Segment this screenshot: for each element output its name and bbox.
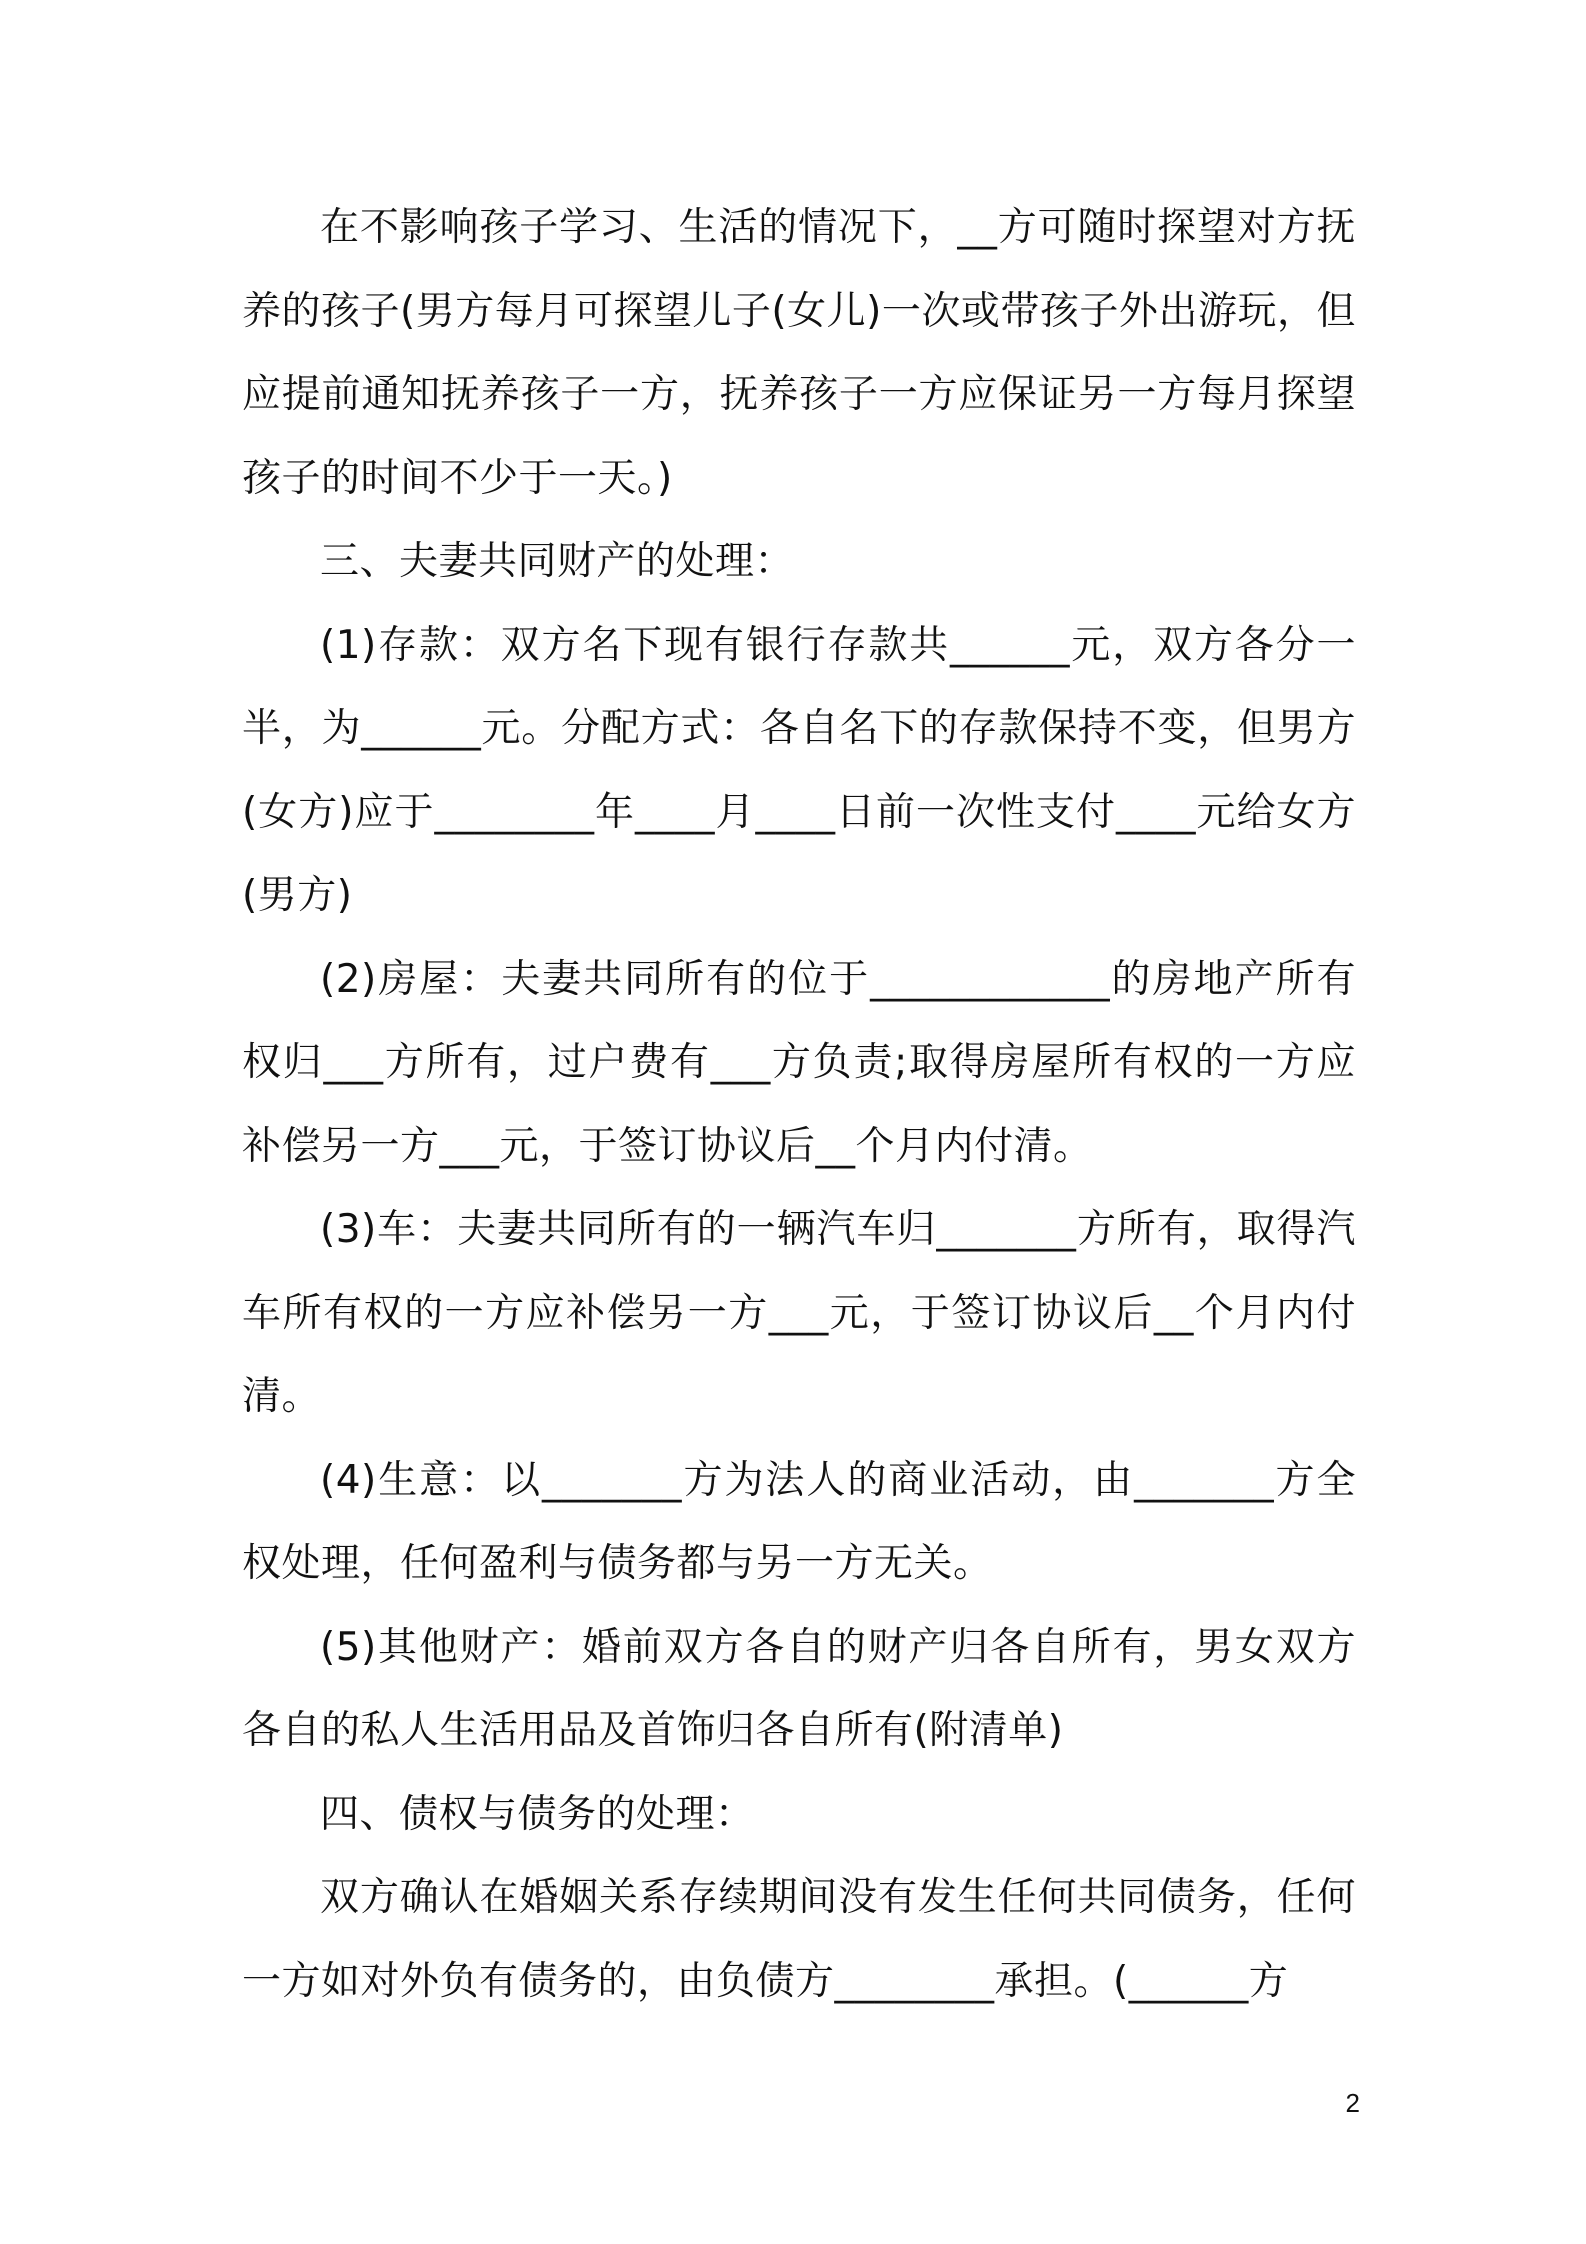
paragraph-savings: (1)存款：双方名下现有银行存款共______元，双方各分一半，为______元。分配方式：各自名下的存款保持不变，但男方(女方)应于________年____月____日前一次性支付____元给女方(男方) bbox=[242, 622, 1356, 918]
paragraph-house: (2)房屋：夫妻共同所有的位于____________的房地产所有权归___方所有，过户费有___方负责;取得房屋所有权的一方应补偿另一方___元，于签订协议后__个月内付清。 bbox=[242, 956, 1356, 1169]
document-body bbox=[242, 186, 1356, 2023]
heading-debts: 四、债权与债务的处理： bbox=[320, 1791, 755, 1837]
paragraph-business: (4)生意：以_______方为法人的商业活动，由_______方全权处理，任何盈利与债务都与另一方无关。 bbox=[242, 1457, 1356, 1586]
paragraph-visitation: 在不影响孩子学习、生活的情况下，__方可随时探望对方抚养的孩子(男方每月可探望儿子(女儿)一次或带孩子外出游玩，但应提前通知抚养孩子一方，抚养孩子一方应保证另一方每月探望孩子的时间不少于一天。) bbox=[242, 205, 1356, 501]
paragraph-car: (3)车：夫妻共同所有的一辆汽车归_______方所有，取得汽车所有权的一方应补偿另一方___元，于签订协议后__个月内付清。 bbox=[242, 1207, 1356, 1419]
paragraph-debts: 双方确认在婚姻关系存续期间没有发生任何共同债务，任何一方如对外负有债务的，由负债方________承担。(______方 bbox=[242, 1875, 1356, 2004]
heading-joint-property: 三、夫妻共同财产的处理： bbox=[320, 539, 795, 584]
paragraph-other-property: (5)其他财产：婚前双方各自的财产归各自所有，男女双方各自的私人生活用品及首饰归各自所有(附清单) bbox=[242, 1624, 1356, 1753]
page-number: 2 bbox=[1345, 2088, 1360, 2118]
